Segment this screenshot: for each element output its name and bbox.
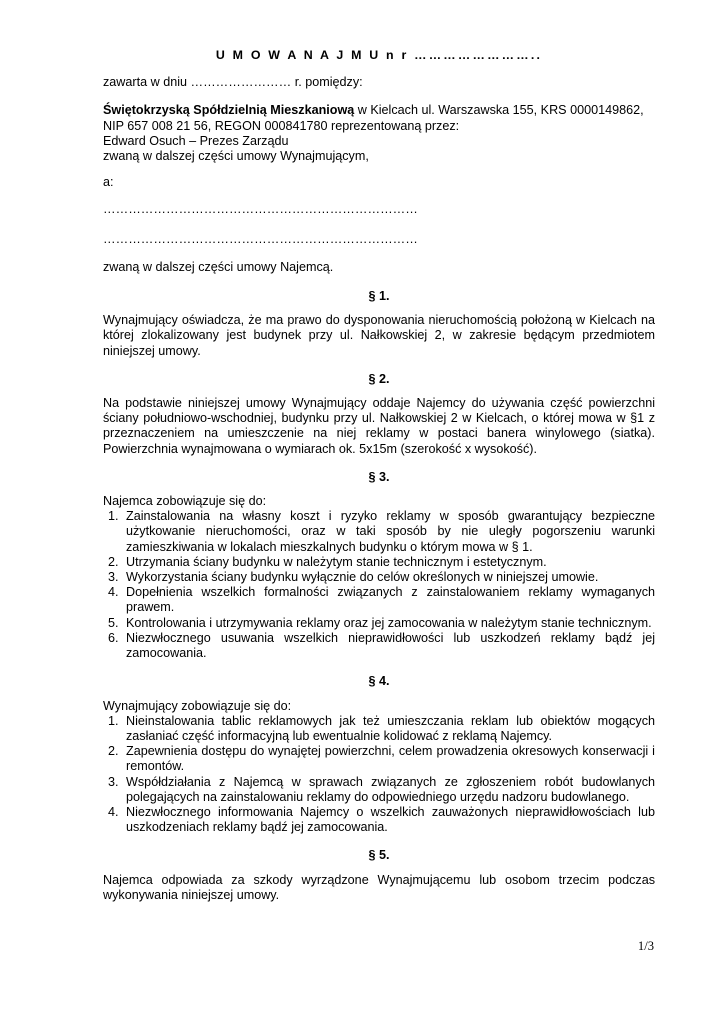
list-item <box>103 775 655 805</box>
list-item <box>103 744 655 774</box>
list-item-number: 2. <box>108 554 119 569</box>
list-item-text: Zainstalowania na własny koszt i ryzyko reklamy w sposób gwarantujący bezpieczne użytkowanie nieruchomości, oraz w taki sposób by nie uległy pogorszeniu warunki zamieszkiwania w lokalach mieszkalnych budynku o którym mowa w § 1. <box>126 509 655 554</box>
landlord-line-1 <box>103 103 655 118</box>
list-item-text: Utrzymania ściany budynku w należytym stanie technicznym i estetycznym. <box>126 554 547 569</box>
list-item-number: 3. <box>108 774 119 789</box>
list-item-number: 6. <box>108 630 119 645</box>
list-item <box>103 631 655 661</box>
list-item-number: 1. <box>108 713 119 728</box>
list-item <box>103 805 655 835</box>
section-3-heading: § 3. <box>368 469 390 484</box>
document-body <box>103 48 655 903</box>
section-4-list <box>103 714 655 836</box>
section-1-heading: § 1. <box>368 289 390 304</box>
section-4-lead: Wynajmujący zobowiązuje się do: <box>103 698 292 713</box>
page-number: 1/3 <box>637 939 654 953</box>
list-item <box>103 616 655 631</box>
landlord-name: Świętokrzyską Spółdzielnią Mieszkaniową <box>103 103 355 118</box>
section-5-heading: § 5. <box>368 848 390 863</box>
section-5-text: Najemca odpowiada za szkody wyrządzone Wynajmującemu lub osobom trzecim podczas wykonywania niniejszej umowy. <box>103 872 655 902</box>
list-item-number: 2. <box>108 744 119 759</box>
list-item-text: Kontrolowania i utrzymywania reklamy oraz jej zamocowania w należytym stanie technicznym. <box>126 615 652 630</box>
list-item-text: Wykorzystania ściany budynku wyłącznie do celów określonych w niniejszej umowie. <box>126 570 599 585</box>
landlord-line-4: zwaną w dalszej części umowy Wynajmującym, <box>103 149 369 164</box>
section-2-text: Na podstawie niniejszej umowy Wynajmujący oddaje Najemcy do używania część powierzchni ściany południowo-wschodniej, budynku przy ul. Nałkowskiej 2 w Kielcach, o której mowa w §1 z przeznaczeniem na umieszczenie na niej reklamy w postaci banera winylowego (siatka). Powierzchnia wynajmowana o wymiarach ok. 5x15m (szerokość x wysokość). <box>103 396 655 456</box>
list-item-number: 4. <box>108 804 119 819</box>
list-item-number: 3. <box>108 570 119 585</box>
list-item-number: 1. <box>108 509 119 524</box>
contract-title: U M O W A N A J M U n r …………………….. <box>215 48 543 62</box>
section-4-heading: § 4. <box>368 674 390 689</box>
section-3-lead: Najemca zobowiązuje się do: <box>103 494 267 509</box>
landlord-block <box>103 103 655 164</box>
list-item-text: Współdziałania z Najemcą w sprawach związanych ze zgłoszeniem robót budowlanych polegających na zainstalowaniu reklamy do odpowiedniego urzędu nadzoru budowlanego. <box>126 774 655 804</box>
tenant-blank-line-1: ………………………………………………………………… <box>103 202 418 217</box>
list-item-text: Zapewnienia dostępu do wynajętej powierzchni, celem prowadzenia okresowych konserwacji i remontów. <box>126 744 655 774</box>
list-item <box>103 509 655 555</box>
landlord-line-2: NIP 657 008 21 56, REGON 000841780 reprezentowaną przez: <box>103 118 460 133</box>
landlord-address: w Kielcach ul. Warszawska 155, KRS 0000149862, <box>354 103 644 118</box>
section-2-heading: § 2. <box>368 371 390 386</box>
section-3-list <box>103 509 655 661</box>
list-item-text: Niezwłocznego usuwania wszelkich nieprawidłowości lub uszkodzeń reklamy bądź jej zamocowania. <box>126 630 655 661</box>
list-item-number: 5. <box>108 615 119 630</box>
list-item-number: 4. <box>108 585 119 600</box>
list-item <box>103 555 655 570</box>
list-item-text: Dopełnienia wszelkich formalności związanych z zainstalowaniem reklamy wymaganych prawem. <box>126 585 655 615</box>
list-item <box>103 714 655 744</box>
tenant-label: zwaną w dalszej części umowy Najemcą. <box>103 259 334 274</box>
section-1-text: Wynajmujący oświadcza, że ma prawo do dysponowania nieruchomością położoną w Kielcach na której zlokalizowany jest budynek przy ul. Nałkowskiej 2, w zakresie będącym przedmiotem niniejszej umowy. <box>103 313 655 358</box>
intro-line: zawarta w dniu …………………… r. pomiędzy: <box>103 75 363 90</box>
list-item-text: Niezwłocznego informowania Najemcy o wszelkich zauważonych nieprawidłowościach lub uszkodzeniach reklamy bądź jej zamocowania. <box>126 804 655 835</box>
tenant-blank-line-2: ………………………………………………………………… <box>103 231 418 246</box>
party-a-label: a: <box>103 175 114 190</box>
list-item <box>103 585 655 615</box>
list-item-text: Nieinstalowania tablic reklamowych jak też umieszczania reklam lub obiektów mogących zasłaniać część informacyjną lub ewentualnie kolidować z reklamą Najemcy. <box>126 713 655 743</box>
list-item <box>103 570 655 585</box>
landlord-line-3: Edward Osuch – Prezes Zarządu <box>103 133 289 148</box>
